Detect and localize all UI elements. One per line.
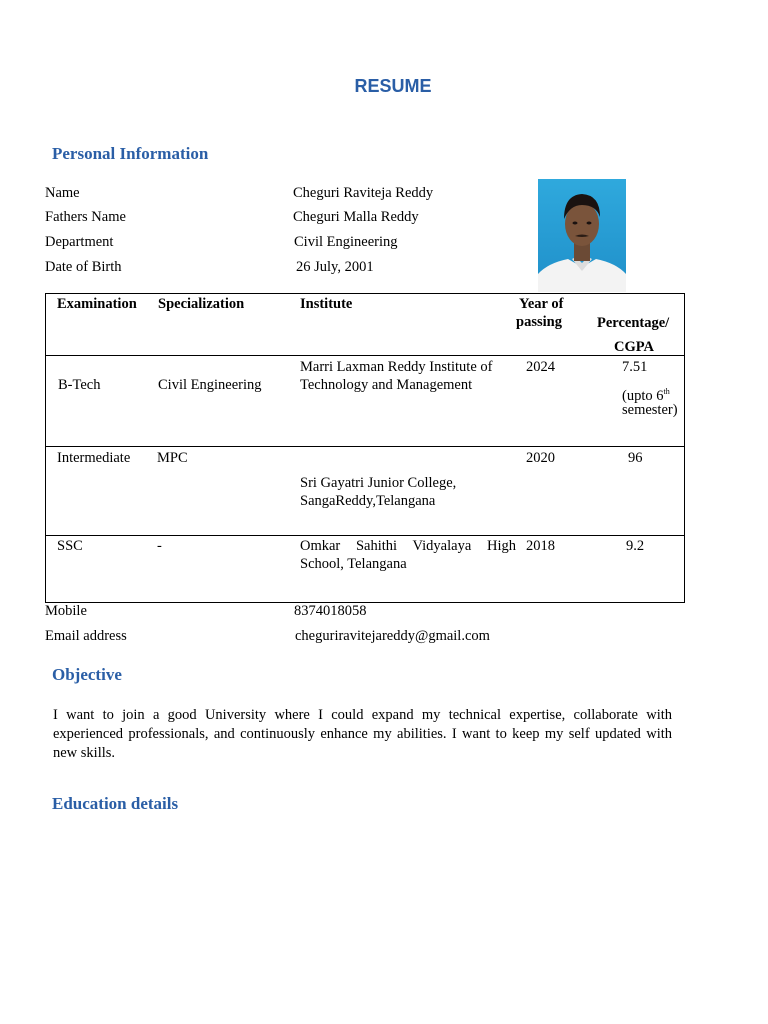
row-ssc-specialization: - (157, 538, 162, 554)
table-divider (46, 535, 685, 536)
table-divider (46, 446, 685, 447)
row-ssc-examination: SSC (57, 538, 83, 554)
row-ssc-year: 2018 (526, 538, 555, 554)
row-inter-specialization: MPC (157, 450, 188, 466)
row-inter-year: 2020 (526, 450, 555, 466)
profile-photo-image (538, 179, 626, 292)
name-value: Cheguri Raviteja Reddy (293, 185, 434, 201)
education-details-heading: Education details (52, 794, 179, 813)
profile-photo (538, 179, 626, 292)
header-year-line2: passing (516, 314, 562, 330)
row-btech-year: 2024 (526, 359, 555, 375)
email-value: cheguriravitejareddy@gmail.com (295, 628, 490, 644)
department-value: Civil Engineering (294, 234, 398, 250)
row-btech-note-pre: (upto 6 (622, 387, 664, 404)
row-inter-institute-line2: SangaReddy,Telangana (300, 493, 436, 509)
personal-info-heading: Personal Information (52, 144, 209, 163)
mobile-label: Mobile (45, 603, 87, 619)
row-btech-specialization: Civil Engineering (158, 377, 262, 393)
header-specialization: Specialization (158, 296, 245, 312)
table-divider (46, 355, 685, 356)
row-btech-institute-line2: Technology and Management (300, 377, 473, 393)
row-inter-examination: Intermediate (57, 450, 131, 466)
row-btech-examination: B-Tech (58, 377, 101, 393)
resume-title: RESUME (354, 76, 432, 96)
header-institute: Institute (300, 296, 353, 312)
row-btech-note-sup: th (663, 387, 670, 396)
row-btech-note-post: semester) (622, 402, 678, 418)
name-label: Name (45, 185, 80, 201)
row-btech-score: 7.51 (622, 359, 648, 375)
dob-value: 26 July, 2001 (296, 259, 374, 275)
dob-label: Date of Birth (45, 259, 122, 275)
objective-text: I want to join a good University where I could expand my technical expertise, collaborate with experienced professionals, and continuously enhance my abilities. I want to keep my self updated with new skills. (53, 707, 672, 761)
header-percentage-line1: Percentage/ (597, 315, 670, 331)
header-year-line1: Year of (519, 296, 564, 312)
row-btech-institute-line1: Marri Laxman Reddy Institute of (300, 359, 493, 375)
fathers-name-label: Fathers Name (45, 209, 126, 225)
row-ssc-institute-line1: Omkar Sahithi Vidyalaya High (300, 538, 516, 554)
row-inter-score: 96 (628, 450, 643, 466)
row-ssc-institute-line2: School, Telangana (300, 556, 407, 572)
fathers-name-value: Cheguri Malla Reddy (293, 209, 419, 225)
row-ssc-score: 9.2 (626, 538, 645, 554)
objective-heading: Objective (52, 665, 122, 684)
row-inter-institute-line1: Sri Gayatri Junior College, (300, 475, 457, 491)
department-label: Department (45, 234, 114, 250)
mobile-value: 8374018058 (294, 603, 367, 619)
header-examination: Examination (57, 296, 137, 312)
header-percentage-line2: CGPA (614, 339, 655, 355)
email-label: Email address (45, 628, 127, 644)
